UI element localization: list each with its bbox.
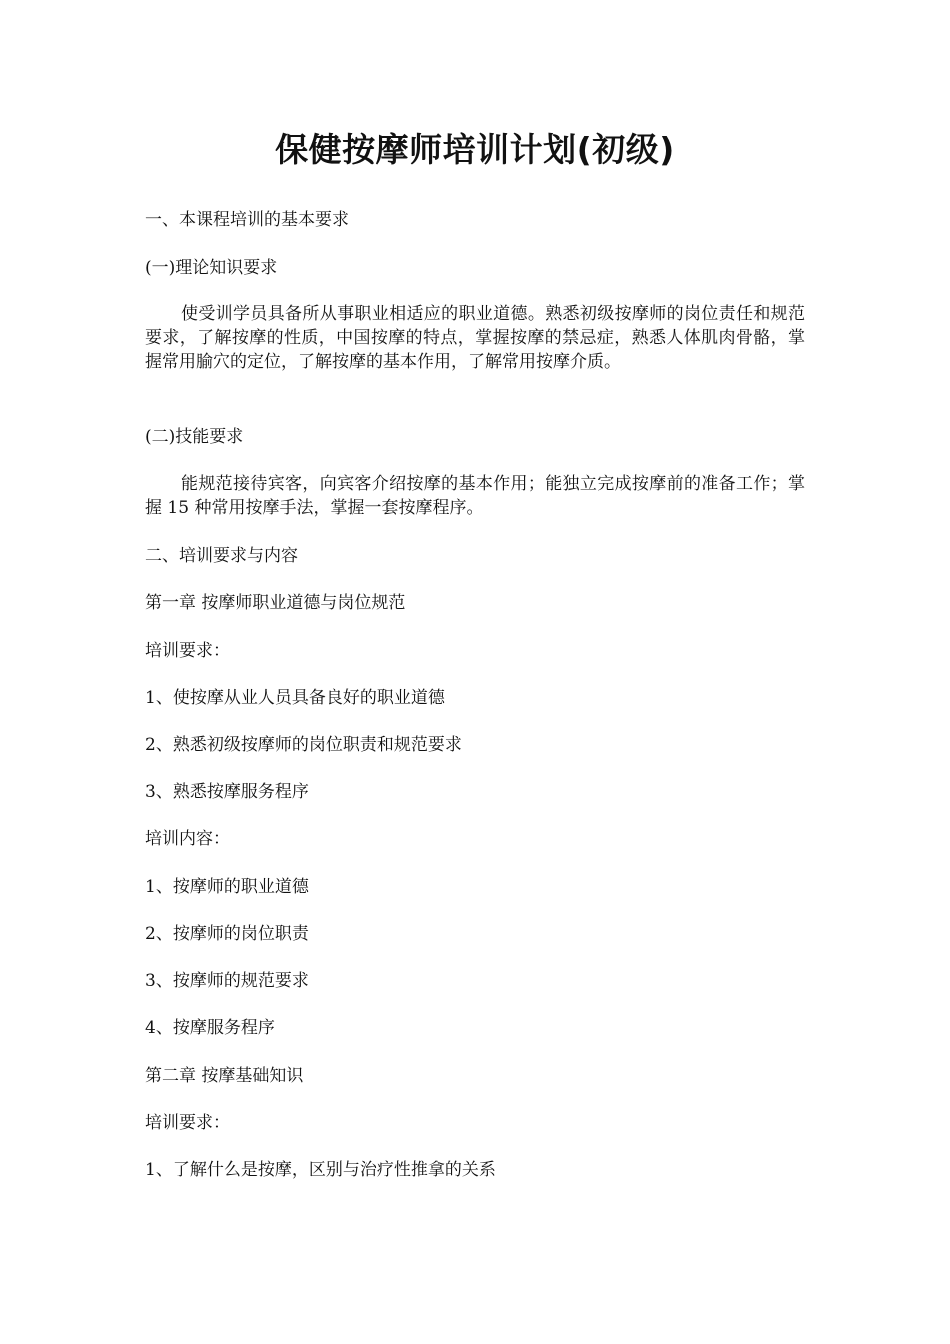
list-item: 3、按摩师的规范要求 bbox=[145, 971, 309, 991]
training-requirements-label: 培训要求： bbox=[145, 1113, 230, 1133]
training-content-label: 培训内容： bbox=[145, 829, 230, 849]
subheading-theory: (一)理论知识要求 bbox=[145, 258, 278, 278]
chapter-title: 第二章 按摩基础知识 bbox=[145, 1066, 304, 1086]
section-heading-requirements: 一、本课程培训的基本要求 bbox=[145, 210, 349, 230]
training-requirements-label: 培训要求： bbox=[145, 641, 230, 661]
section-heading-training-content: 二、培训要求与内容 bbox=[145, 546, 298, 566]
list-item: 1、使按摩从业人员具备良好的职业道德 bbox=[145, 688, 445, 708]
list-item: 1、了解什么是按摩，区别与治疗性推拿的关系 bbox=[145, 1160, 496, 1180]
list-item: 1、按摩师的职业道德 bbox=[145, 877, 309, 897]
list-item: 4、按摩服务程序 bbox=[145, 1018, 275, 1038]
theory-paragraph: 使受训学员具备所从事职业相适应的职业道德。熟悉初级按摩师的岗位责任和规范要求，了解按摩的性质，中国按摩的特点，掌握按摩的禁忌症，熟悉人体肌肉骨骼，掌握常用腧穴的定位，了解按摩的基本作用，了解常用按摩介质。 bbox=[145, 304, 805, 372]
document-title: 保健按摩师培训计划(初级) bbox=[275, 130, 675, 169]
list-item: 2、按摩师的岗位职责 bbox=[145, 924, 309, 944]
list-item: 2、熟悉初级按摩师的岗位职责和规范要求 bbox=[145, 735, 462, 755]
chapter-title: 第一章 按摩师职业道德与岗位规范 bbox=[145, 593, 406, 613]
skills-paragraph: 能规范接待宾客，向宾客介绍按摩的基本作用；能独立完成按摩前的准备工作；掌握 15 种常用按摩手法，掌握一套按摩程序。 bbox=[145, 474, 805, 518]
subheading-skills: (二)技能要求 bbox=[145, 427, 244, 447]
list-item: 3、熟悉按摩服务程序 bbox=[145, 782, 309, 802]
